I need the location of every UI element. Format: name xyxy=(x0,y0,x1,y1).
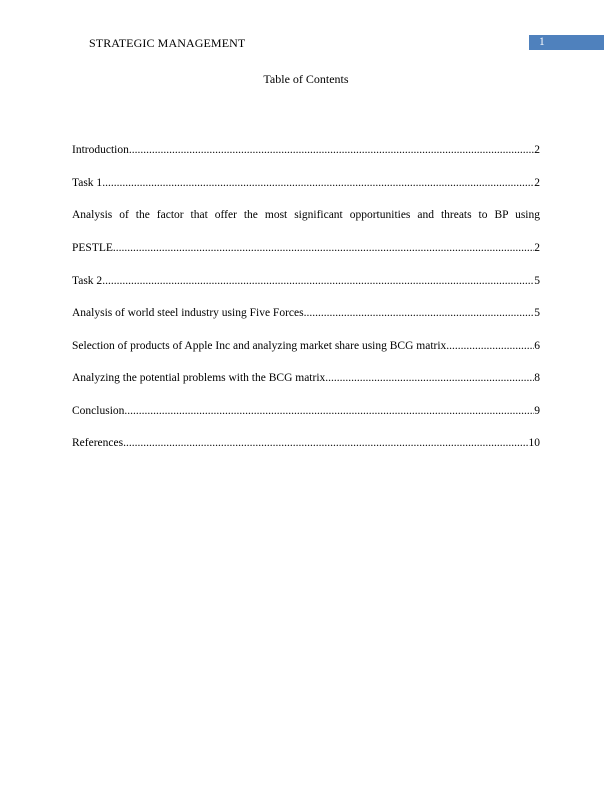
toc-dot-leader xyxy=(325,370,534,386)
toc-entry-label: References xyxy=(72,437,124,449)
toc-dot-leader xyxy=(102,273,534,289)
toc-entry-page: 10 xyxy=(528,437,540,449)
toc-dot-leader xyxy=(113,240,534,256)
toc-entry-task-1[interactable] xyxy=(72,175,540,191)
running-header-title: STRATEGIC MANAGEMENT xyxy=(89,36,246,50)
toc-dot-leader xyxy=(304,305,535,321)
toc-dot-leader xyxy=(124,403,534,419)
toc-entry-page: 5 xyxy=(534,307,540,319)
toc-entry-page: 2 xyxy=(534,242,540,254)
toc-entry-label: Task 2 xyxy=(72,274,103,287)
toc-entry-label: Conclusion xyxy=(72,404,125,417)
toc-dot-leader xyxy=(102,175,534,191)
toc-heading: Table of Contents xyxy=(263,72,349,86)
toc-entry-page: 2 xyxy=(534,176,540,189)
toc-entry-pestle-analysis[interactable] xyxy=(72,207,540,256)
toc-entry-label: Analysis of world steel industry using Five Forces xyxy=(72,307,304,319)
toc-entry-task-2[interactable] xyxy=(72,273,540,289)
toc-entry-page: 5 xyxy=(534,274,540,287)
page-number: 1 xyxy=(539,36,545,48)
table-of-contents xyxy=(72,142,540,468)
toc-entry-label: Introduction xyxy=(72,144,129,156)
toc-entry-bcg-apple[interactable] xyxy=(72,338,540,354)
toc-entry-label-line2: PESTLE xyxy=(72,242,113,254)
toc-entry-page: 6 xyxy=(534,339,540,352)
toc-entry-page: 9 xyxy=(534,404,540,417)
toc-entry-introduction[interactable] xyxy=(72,142,540,158)
toc-entry-label: Selection of products of Apple Inc and analyzing market share using BCG matrix xyxy=(72,339,447,352)
toc-entry-label-line1: Analysis of the factor that offer the most significant opportunities and threats to BP using xyxy=(72,209,540,221)
toc-entry-conclusion[interactable] xyxy=(72,403,540,419)
toc-dot-leader xyxy=(446,338,534,354)
toc-entry-page: 8 xyxy=(534,372,540,384)
toc-entry-references[interactable] xyxy=(72,435,540,451)
toc-entry-bcg-problems[interactable] xyxy=(72,370,540,386)
toc-entry-page: 2 xyxy=(534,144,540,156)
toc-entry-label: Analyzing the potential problems with the BCG matrix xyxy=(72,372,326,384)
page-number-badge xyxy=(529,35,604,50)
toc-dot-leader xyxy=(129,142,534,158)
toc-dot-leader xyxy=(123,435,528,451)
toc-entry-label: Task 1 xyxy=(72,176,103,189)
toc-entry-five-forces[interactable] xyxy=(72,305,540,321)
